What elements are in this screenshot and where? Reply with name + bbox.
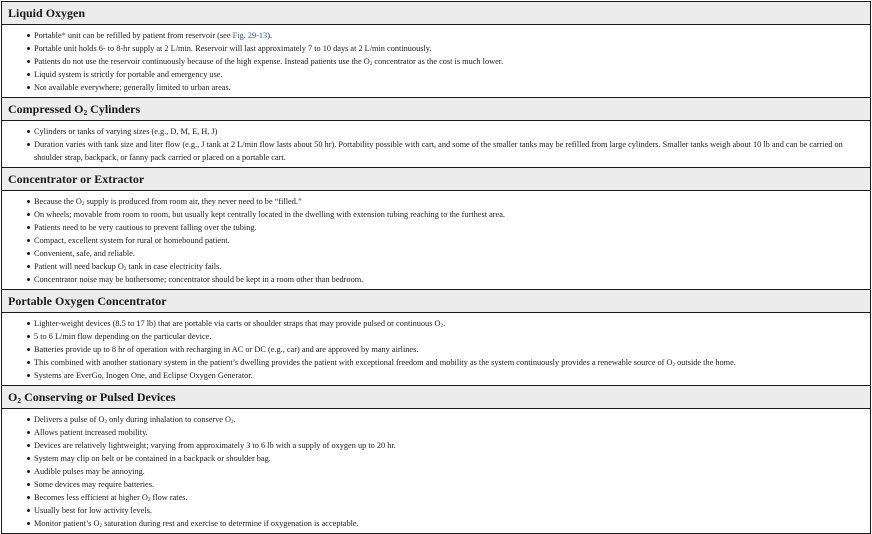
- list-item: Convenient, safe, and reliable.: [2, 247, 870, 260]
- list-item: Not available everywhere; generally limited to urban areas.: [2, 81, 870, 94]
- list-item: Portable unit holds 6- to 8-hr supply at 2 L/min. Reservoir will last approximately 7 to 10 days at 2 L/min continuously.: [2, 42, 870, 55]
- list-item: 5 to 6 L/min flow depending on the particular device.: [2, 330, 870, 343]
- list-item: Patients need to be very cautious to prevent falling over the tubing.: [2, 221, 870, 234]
- bullet-list: [2, 25, 870, 97]
- figure-link[interactable]: Fig. 29-13: [232, 31, 268, 40]
- list-item: Compact, excellent system for rural or homebound patient.: [2, 234, 870, 247]
- list-item: Portable* unit can be refilled by patient from reservoir (see Fig. 29-13).: [2, 29, 870, 42]
- list-item: System may clip on belt or be contained in a backpack or shoulder bag.: [2, 452, 870, 465]
- section-compressed-cylinders: [2, 97, 870, 167]
- footnote-marker[interactable]: *: [61, 31, 66, 40]
- list-item: Devices are relatively lightweight; varying from approximately 3 to 6 lb with a supply of oxygen up to 20 hr.: [2, 439, 870, 452]
- list-item: Usually best for low activity levels.: [2, 504, 870, 517]
- section-heading: Liquid Oxygen: [2, 2, 870, 25]
- section-heading: $O_2$ Conserving or Pulsed Devices: [2, 386, 870, 409]
- list-item: Cylinders or tanks of varying sizes (e.g., D, M, E, H, J): [2, 125, 870, 138]
- section-heading: Compressed $O_2$ Cylinders: [2, 98, 870, 121]
- bullet-list: [2, 191, 870, 289]
- list-item: Becomes less efficient at higher $O_2$ flow rates.: [2, 491, 870, 504]
- list-item: Lighter-weight devices (8.5 to 17 lb) that are portable via carts or shoulder straps that may provide pulsed or continuous $O_2$.: [2, 317, 870, 330]
- oxygen-delivery-table: [1, 1, 871, 534]
- list-item: Systems are EverGo, Inogen One, and Eclipse Oxygen Generator.: [2, 369, 870, 382]
- list-item: Monitor patient’s $O_2$ saturation during rest and exercise to determine if oxygenation is acceptable.: [2, 517, 870, 530]
- section-heading: Concentrator or Extractor: [2, 168, 870, 191]
- section-portable-concentrator: [2, 289, 870, 385]
- bullet-list: [2, 409, 870, 533]
- list-item: Liquid system is strictly for portable and emergency use.: [2, 68, 870, 81]
- bullet-list: [2, 121, 870, 167]
- list-item: Some devices may require batteries.: [2, 478, 870, 491]
- list-item: Batteries provide up to 8 hr of operation with recharging in AC or DC (e.g., car) and are approved by many airlines.: [2, 343, 870, 356]
- list-item: Because the $O_2$ supply is produced from room air, they never need to be “filled.”: [2, 195, 870, 208]
- list-item: Patients do not use the reservoir continuously because of the high expense. Instead patients use the $O_2$ concentrator as the cost is much lower.: [2, 55, 870, 68]
- list-item: Concentrator noise may be bothersome; concentrator should be kept in a room other than bedroom.: [2, 273, 870, 286]
- list-item: On wheels; movable from room to room, but usually kept centrally located in the dwelling with extension tubing reaching to the furthest area.: [2, 208, 870, 221]
- bullet-list: [2, 313, 870, 385]
- section-concentrator: [2, 167, 870, 289]
- section-conserving-devices: [2, 385, 870, 533]
- list-item: Duration varies with tank size and liter flow (e.g., J tank at 2 L/min flow lasts about 50 hr). Portability possible with cart, and some of the smaller tanks may be refilled from large cylinders. Smaller tanks weigh about 10 lb and can be carried on shoulder strap, backpack, or fanny pack carried or placed on a portable cart.: [2, 138, 870, 164]
- list-item: Audible pulses may be annoying.: [2, 465, 870, 478]
- list-item: Patient will need backup $O_2$ tank in case electricity fails.: [2, 260, 870, 273]
- list-item: This combined with another stationary system in the patient’s dwelling provides the patient with exceptional freedom and mobility as the system continuously provides a renewable source of $O_2$ outside the home.: [2, 356, 870, 369]
- section-heading: Portable Oxygen Concentrator: [2, 290, 870, 313]
- list-item: Allows patient increased mobility.: [2, 426, 870, 439]
- section-liquid-oxygen: [2, 2, 870, 97]
- list-item: Delivers a pulse of $O_2$ only during inhalation to conserve $O_2$.: [2, 413, 870, 426]
